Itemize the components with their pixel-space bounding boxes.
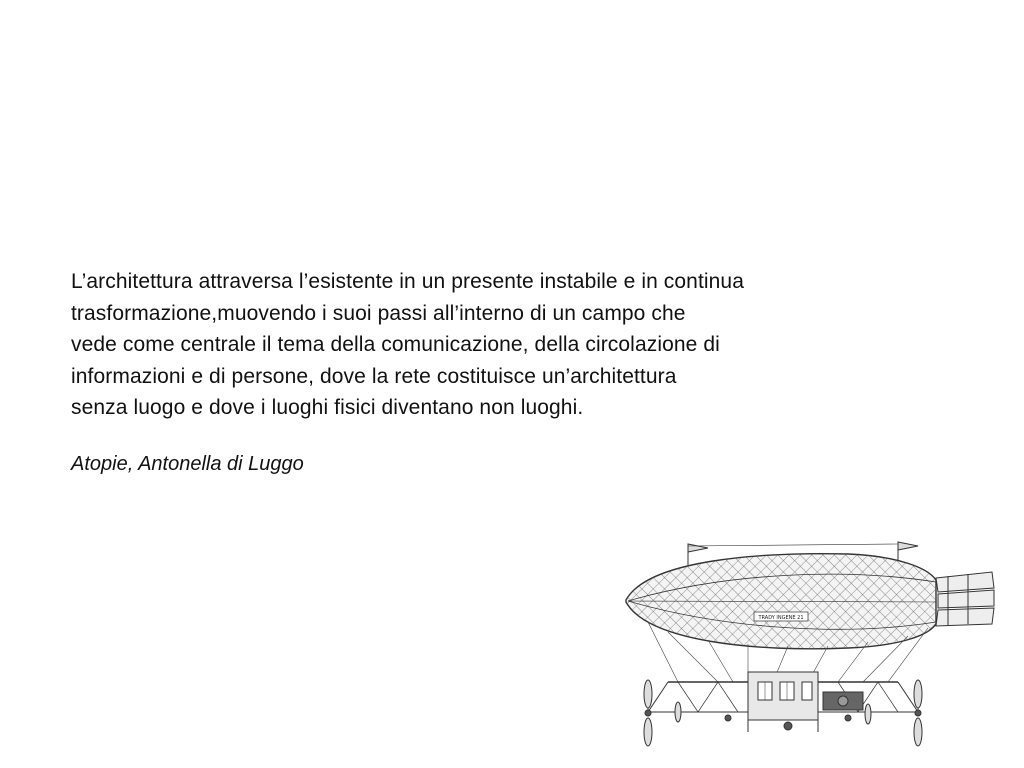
propeller-right <box>914 680 922 746</box>
quote-attribution: Atopie, Antonella di Luggo <box>71 453 304 475</box>
airship-engraving-icon <box>608 532 1008 752</box>
quote-line-1: L’architettura attraversa l’esistente in un presente instabile e in continua <box>71 270 744 293</box>
quote-line-3: vede come centrale il tema della comunicazione, della circolazione di <box>71 333 720 356</box>
propeller-left <box>644 680 652 746</box>
quote-line-4: informazioni e di persone, dove la rete costituisce un’architettura <box>71 364 677 388</box>
quote-line-5: senza luogo e dove i luoghi fisici diventano non luoghi. <box>71 396 584 419</box>
airship-tail <box>936 572 994 626</box>
svg-text:TRADY INGENE 21: TRADY INGENE 21 <box>758 615 804 621</box>
hull-banner <box>754 612 808 621</box>
gondola <box>648 672 918 732</box>
quote-line-2: trasformazione,muovendo i suoi passi all’interno di un campo che <box>71 301 686 325</box>
quote-block <box>71 266 971 424</box>
